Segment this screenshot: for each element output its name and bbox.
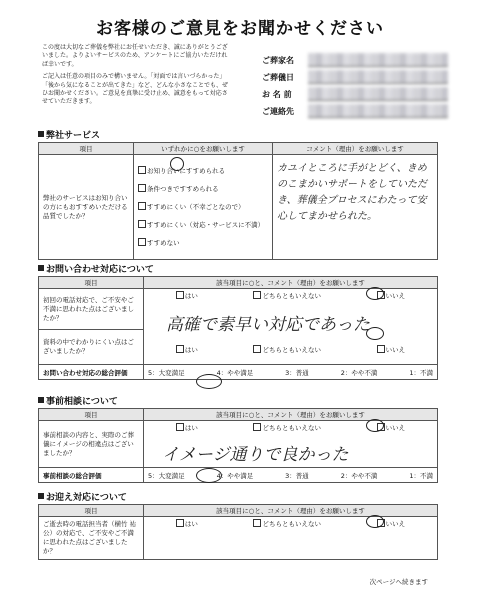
rating-option[interactable]: 4：やや満足 [216, 368, 254, 377]
col-header: いずれかに○をお願いします [134, 143, 273, 155]
inquiry-question-2: 資料の中でわかりにくい点はございましたか？ [39, 330, 144, 365]
section-heading-consult: 事前相談について [38, 394, 118, 407]
service-comment[interactable]: カユイところに手がとどく、きめのこまかいサポートをしていただき、葬儀全プロセスにわたって安心してまかせられた。 [273, 155, 438, 260]
consult-question-1: 事前相談の内容と、実際のご葬儀にイメージの相違点はございましたか？ [39, 421, 144, 468]
option-row[interactable]: すすめにくい（対応・サービスに不満） [138, 216, 268, 234]
col-header: コメント（理由）をお願いします [273, 143, 438, 155]
inquiry-ratings [144, 365, 438, 380]
pickup-table [38, 504, 438, 560]
name-field[interactable] [308, 87, 448, 101]
square-icon [38, 265, 44, 271]
funeral-date-label: ご葬儀日 [262, 73, 294, 82]
family-name-field[interactable] [308, 53, 448, 67]
col-header: 該当項目に○と、コメント（理由）をお願いします [144, 409, 438, 421]
rating-option[interactable]: 5：大変満足 [148, 368, 185, 377]
inquiry-choices-1: はい どちらともいえない いいえ [148, 291, 433, 300]
inquiry-question-1: 初回の電話対応で、ご不安やご不満に思われた点はございましたか？ [39, 289, 144, 330]
col-header: 項目 [39, 409, 144, 421]
selected-circle-mark [366, 327, 384, 340]
col-header: 項目 [39, 277, 144, 289]
rating-option[interactable]: 5：大変満足 [148, 471, 185, 480]
selected-circle-mark [366, 419, 384, 432]
rating-option[interactable]: 2：やや不満 [340, 368, 378, 377]
checkbox[interactable] [253, 519, 261, 527]
col-header: 該当項目に○と、コメント（理由）をお願いします [144, 277, 438, 289]
checkbox[interactable] [253, 291, 261, 299]
page-title: お客様のご意見をお聞かせください [96, 19, 384, 39]
pickup-question-1: ご逝去時の電話担当者（横竹 祐公）の対応で、ご不安やご不満に思われた点はございましたか？ [39, 517, 144, 560]
contact-field[interactable] [308, 104, 448, 118]
square-icon [38, 131, 44, 137]
inquiry-choices-2: はい どちらともいえない いいえ [148, 345, 433, 354]
intro-text [42, 44, 232, 111]
col-header: 項目 [39, 505, 144, 517]
intro-paragraph: ご記入は任意の項目のみで構いません。「対面では言いづらかった」「後から気になることが出てきた」など、どんな小さなことでも、ぜひお聞かせください。ご意見を真摯に受け止め、誠意をもって対応させていただきます。 [42, 73, 229, 106]
service-options [134, 155, 273, 260]
square-icon [38, 397, 44, 403]
name-label: お 名 前 [262, 90, 292, 99]
checkbox[interactable] [253, 345, 261, 353]
checkbox[interactable] [138, 238, 146, 246]
rating-option[interactable]: 1：不満 [409, 471, 433, 480]
customer-info [262, 53, 452, 121]
family-name-label: ご葬家名 [262, 56, 294, 65]
checkbox[interactable] [176, 423, 184, 431]
rating-option[interactable]: 3：普通 [285, 368, 309, 377]
section-heading-pickup: お迎え対応について [38, 490, 127, 503]
rating-option[interactable]: 2：やや不満 [340, 471, 378, 480]
checkbox[interactable] [176, 345, 184, 353]
inquiry-comment[interactable]: 高確で素早い対応であった [166, 315, 370, 335]
checkbox[interactable] [377, 345, 385, 353]
checkbox[interactable] [176, 291, 184, 299]
selected-circle-mark [170, 157, 184, 171]
selected-circle-mark [196, 374, 222, 389]
section-heading-inquiry: お問い合わせ対応について [38, 262, 154, 275]
intro-paragraph: この度は大切なご葬儀を弊社にお任せいただき、誠にありがとうございました。よりよいサービスのため、アンケートにご協力いただければ幸いです。 [42, 44, 228, 68]
next-page-note: 次ページへ続きます [369, 578, 428, 586]
col-header: 該当項目に○と、コメント（理由）をお願いします [144, 505, 438, 517]
pickup-choices: はい どちらともいえない いいえ [148, 519, 433, 528]
checkbox[interactable] [138, 220, 146, 228]
consult-choices: はい どちらともいえない いいえ [148, 423, 433, 432]
consult-comment[interactable]: イメージ通りで良かった [162, 445, 349, 465]
checkbox[interactable] [138, 184, 146, 192]
rating-option[interactable]: 4：やや満足 [216, 471, 254, 480]
selected-circle-mark [366, 515, 384, 528]
inquiry-overall-label: お問い合わせ対応の総合評価 [39, 365, 144, 380]
service-table [38, 142, 438, 260]
funeral-date-field[interactable] [308, 70, 448, 84]
selected-circle-mark [196, 468, 222, 483]
option-row[interactable]: すすめにくい（不幸ごとなので） [138, 198, 268, 216]
consult-answers [144, 421, 438, 468]
consult-overall-label: 事前相談の総合評価 [39, 468, 144, 483]
option-row[interactable]: 条件つきですすめられる [138, 180, 268, 198]
inquiry-answers [144, 289, 438, 365]
checkbox[interactable] [253, 423, 261, 431]
square-icon [38, 493, 44, 499]
contact-label: ご連絡先 [262, 107, 294, 116]
rating-option[interactable]: 1：不満 [409, 368, 433, 377]
pickup-answers [144, 517, 438, 560]
option-row[interactable]: お知り合いにすすめられる [138, 162, 268, 180]
option-row[interactable]: すすめない [138, 234, 268, 252]
section-heading-service: 弊社サービス [38, 128, 100, 141]
rating-option[interactable]: 3：普通 [285, 471, 309, 480]
service-question: 弊社のサービスはお知り合いの方にもおすすめいただける品質でしたか？ [39, 155, 134, 260]
checkbox[interactable] [176, 519, 184, 527]
consult-ratings [144, 468, 438, 483]
selected-circle-mark [366, 287, 384, 300]
checkbox[interactable] [138, 202, 146, 210]
checkbox[interactable] [138, 166, 146, 174]
col-header: 項目 [39, 143, 134, 155]
